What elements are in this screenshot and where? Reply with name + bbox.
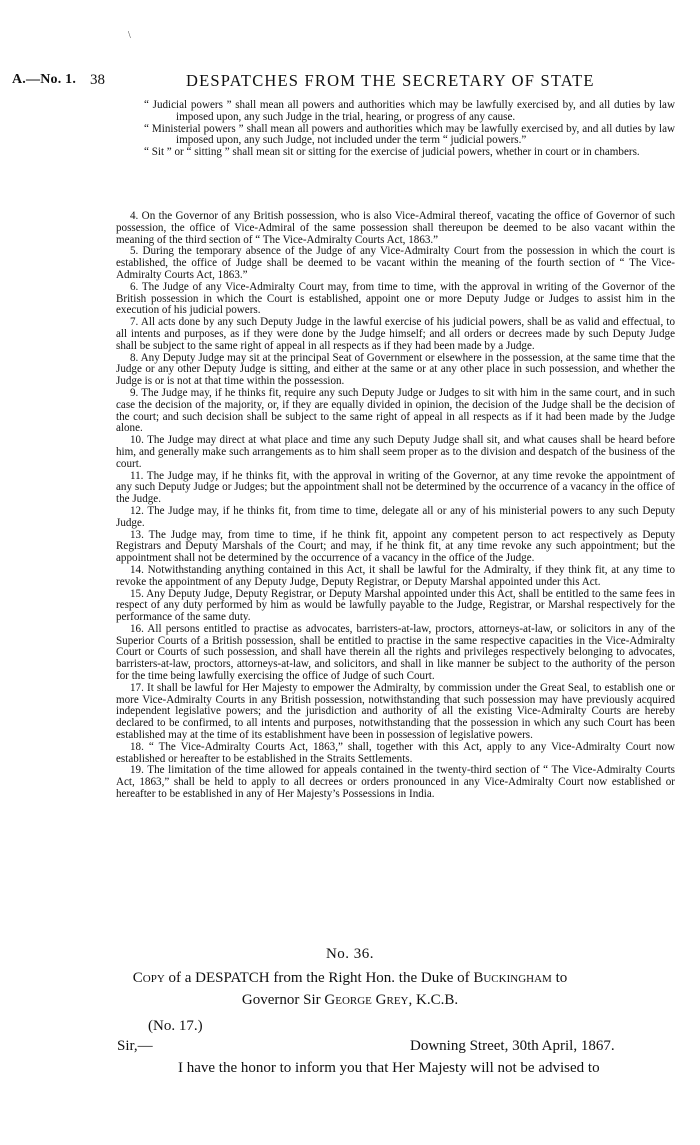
section-15: 15. Any Deputy Judge, Deputy Registrar, or Deputy Marshal appointed under this Act, shall be entitled to the same fees in respect of any duty performed by him as would be lawfully payable to the Judge, Registrar, or Marshal respectively for the performance of the same duty. <box>116 587 675 624</box>
section-12: 12. The Judge may, if he thinks fit, from time to time, delegate all or any of his ministerial powers to any such Deputy Judge. <box>116 504 675 529</box>
heading-to: to <box>555 970 568 986</box>
despatch-opening-line: I have the honor to inform you that Her Majesty will not be advised to <box>178 1060 600 1076</box>
page-speck: \ <box>128 30 131 41</box>
salutation: Sir,— <box>117 1038 153 1054</box>
page-header <box>0 72 700 94</box>
definition-ministerial-powers: “ Ministerial powers ” shall mean all powers and authorities which may be lawfully exercised by, and all duties by law imposed upon, any such Judge, not included under the term “ judicial powers.” <box>144 122 675 147</box>
recipient-line <box>0 992 700 1009</box>
section-11: 11. The Judge may, if he thinks fit, with the approval in writing of the Governor, at any time revoke the appointment of any such Deputy Judge or Judges; but the appointment shall not be determined by the occurrence of a vacancy in the office of the Judge. <box>116 469 675 506</box>
governor-honours: , K.C.B. <box>408 992 459 1008</box>
section-16: 16. All persons entitled to practise as advocates, barristers-at-law, proctors, attorneys-at-law, or solicitors in any of the Superior Courts of a British possession, shall be entitled to practise in the same respective capacities in the Vice-Admiralty Court or Courts of such possession, and shall have therein all the rights and privileges respectively belonging to advocates, barristers-at-law, proctors, attorneys-at-law, and solicitors, and shall in like manner be subject to the authority of the person for the time being lawfully exercising the office of Judge of such Court. <box>116 622 675 683</box>
section-9: 9. The Judge may, if he thinks fit, require any such Deputy Judge or Judges to sit with him in the same court, and in such case the decision of the majority, or, if they are equally divided in opinion, the decision of the Judge shall be the decision of the court; and such decision shall be subject to the same right of appeal in all respects as if it had been made by the Judge alone. <box>116 386 675 435</box>
section-18: 18. “ The Vice-Admiralty Courts Act, 1863,” shall, together with this Act, apply to any Vice-Admiralty Court now established or hereafter to be established in the Straits Settlements. <box>116 740 675 765</box>
despatch-reference: (No. 17.) <box>148 1018 203 1034</box>
definition-judicial-powers: “ Judicial powers ” shall mean all powers and authorities which may be lawfully exercised by, and all duties by law imposed upon, any such Judge in the trial, hearing, or progress of any cause. <box>144 99 675 123</box>
section-14: 14. Notwithstanding anything contained in this Act, it shall be lawful for the Admiralty, if they think fit, at any time to revoke the appointment of any Deputy Judge, Deputy Registrar, or Deputy Marshal appointed under this Act. <box>116 563 675 588</box>
section-7: 7. All acts done by any such Deputy Judge in the lawful exercise of his judicial powers, shall be as valid and effectual, to all intents and purposes, as if they were done by the Judge himself; and all orders or decrees made by such Deputy Judge shall be subject to the same right of appeal in all respects as if they had been made by a Judge. <box>116 316 675 352</box>
section-19: 19. The limitation of the time allowed for appeals contained in the twenty-third section of “ The Vice-Admiralty Courts Act, 1863,” shall be held to apply to all decrees or orders pronounced in any Vice-Admiralty Court now established or hereafter to be established in any of Her Majesty’s Possessions in India. <box>116 764 675 801</box>
definition-sit: “ Sit ” or “ sitting ” shall mean sit or sitting for the exercise of judicial powers, whether in court or in chambers. <box>144 146 640 159</box>
duke-name: Buckingham <box>473 970 552 986</box>
copy-word: Copy <box>132 970 165 986</box>
governor-name: George Grey <box>324 992 409 1008</box>
section-17: 17. It shall be lawful for Her Majesty to empower the Admiralty, by commission under the Great Seal, to establish one or more Vice-Admiralty Courts in any British possession, notwithstanding that such possession may have previously acquired independent legislative powers; and the jurisdiction and authority of all the existing Vice-Admiralty Courts are hereby declared to be confirmed, to all intents and purposes, notwithstanding that the possession in which any such Court has been established may at the time of its establishment have been in possession of legislative powers. <box>116 681 675 742</box>
despatch-heading <box>0 968 700 988</box>
place-and-date: Downing Street, 30th April, 1867. <box>410 1038 615 1054</box>
section-6: 6. The Judge of any Vice-Admiralty Court may, from time to time, with the approval in writing of the Governor of the British possession in which the Court is established, appoint one or more Deputy Judge or Judges to assist him in the execution of his judicial powers. <box>116 280 675 317</box>
section-8: 8. Any Deputy Judge may sit at the principal Seat of Government or elsewhere in the possession, at the same time that the Judge or any other Deputy Judge is sitting, and either at the same or at any other place in such possession, and whether the Judge is or is not at that time within the possession. <box>116 351 675 388</box>
section-13: 13. The Judge may, from time to time, if he think fit, appoint any competent person to act respectively as Deputy Registrars and Deputy Marshals of the Court; and may, if he think fit, at any time revoke any such appointment; but the appointment shall not be determined by the occurrence of a vacancy in the office of the Judge. <box>116 528 675 565</box>
act-text <box>116 100 675 159</box>
governor-title: Governor Sir <box>241 992 321 1008</box>
section-4: 4. On the Governor of any British possession, who is also Vice-Admiral thereof, vacating the office of Governor of such possession, the office of Vice-Admiral of the same possession shall thereupon be deemed to be also vacant within the meaning of the third section of “ The Vice-Admiralty Courts Act, 1863.” <box>116 210 675 246</box>
document-reference: A.—No. 1. <box>12 72 77 87</box>
running-title: DESPATCHES FROM THE SECRETARY OF STATE <box>186 71 595 90</box>
section-5: 5. During the temporary absence of the Judge of any Vice-Admiralty Court from the possession in which the court is established, the office of Judge shall be deemed to be vacant within the meaning of the fourth section of “ The Vice-Admiralty Courts Act, 1863.” <box>116 245 675 281</box>
section-10: 10. The Judge may direct at what place and time any such Deputy Judge shall sit, and what causes shall be heard before him, and generally make such arrangements as to him shall seem proper as to the division and despatch of the business of the court. <box>116 434 675 470</box>
page-number: 38 <box>90 72 105 88</box>
despatch-heading-text: of a DESPATCH from the Right Hon. the Duke of <box>168 970 470 986</box>
despatch-number: No. 36. <box>325 946 375 962</box>
act-sections <box>116 211 675 801</box>
